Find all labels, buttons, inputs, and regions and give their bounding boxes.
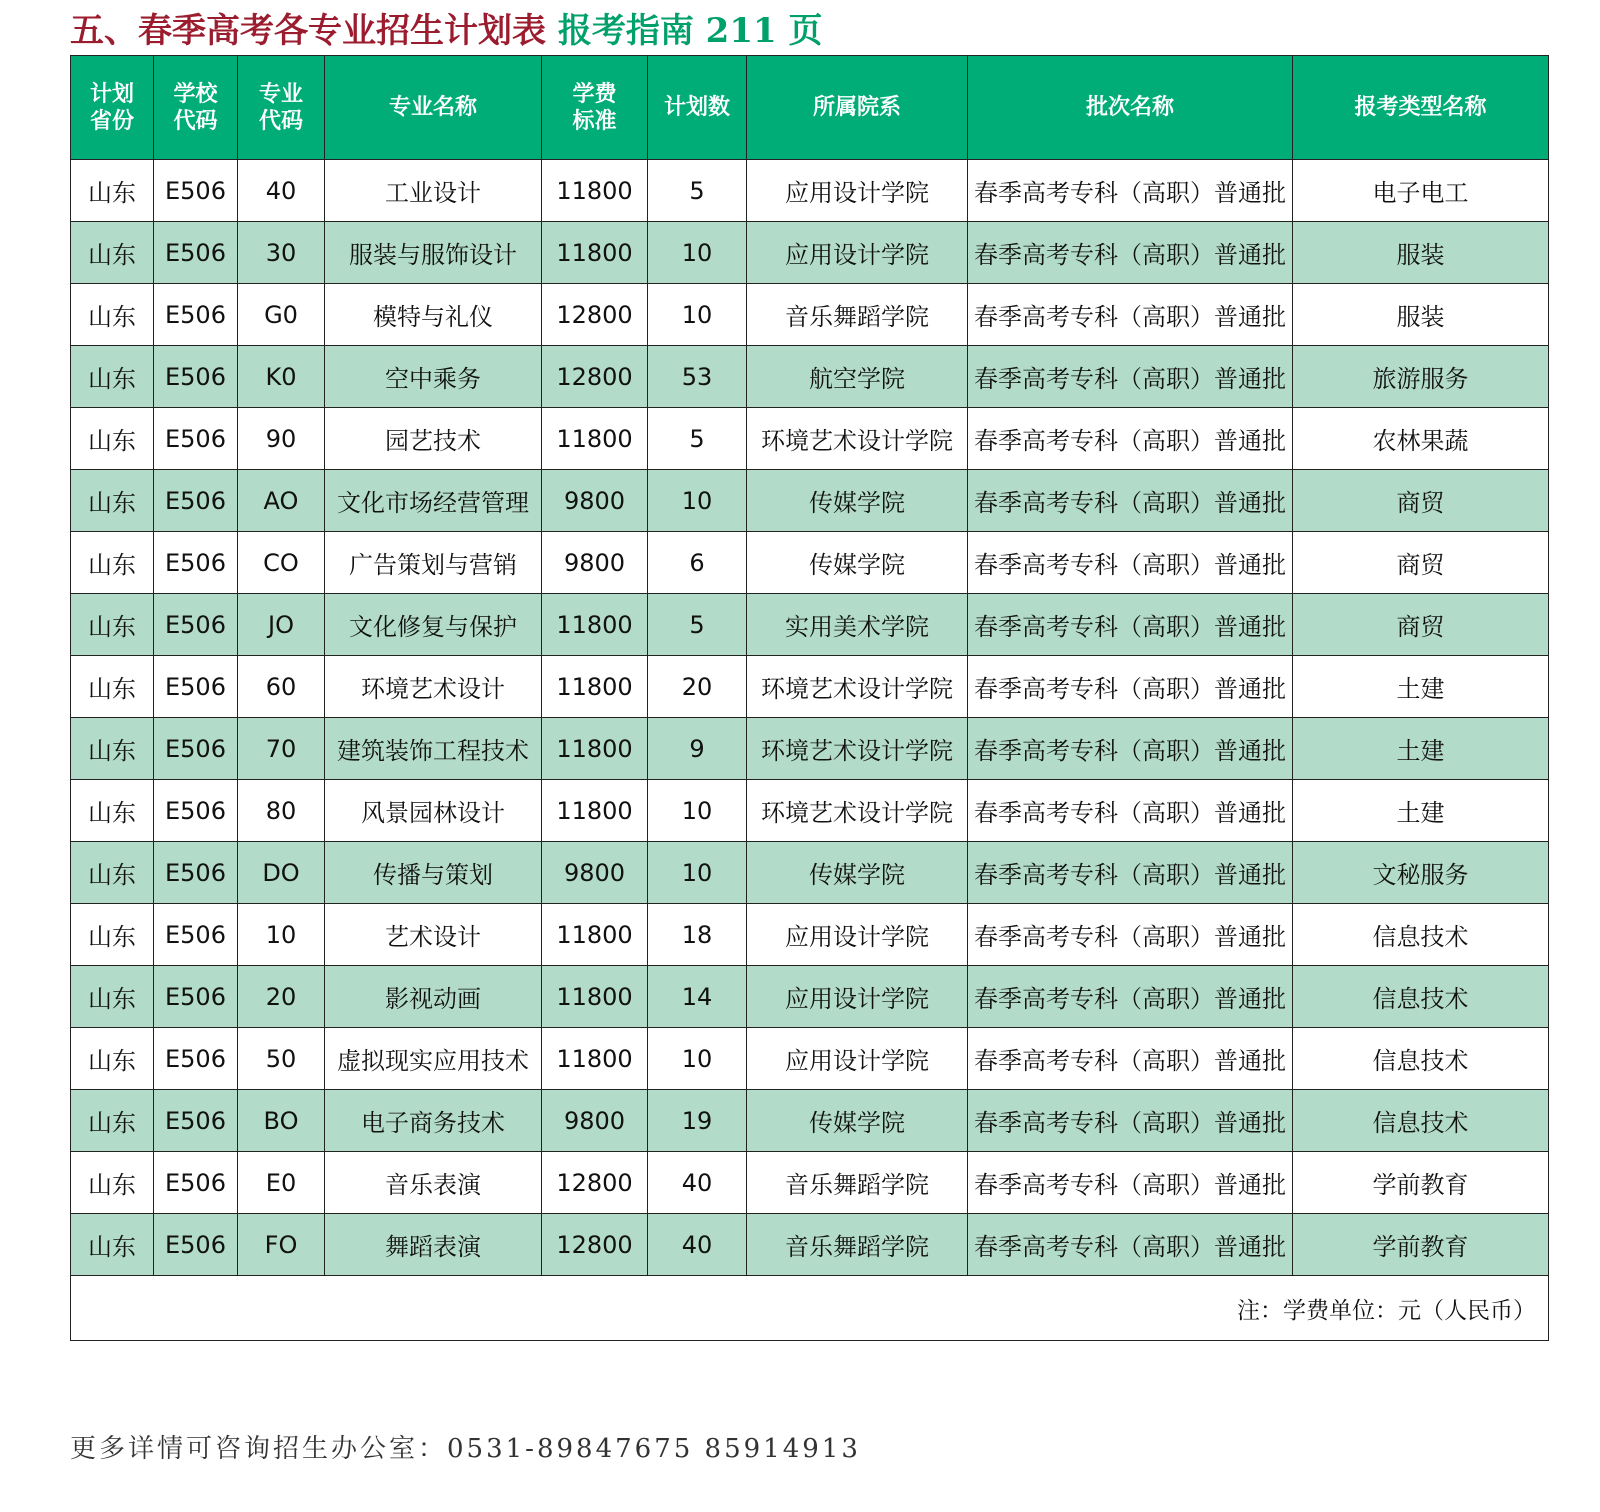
cell-tuition: 11800 — [542, 160, 648, 222]
cell-plan-count: 10 — [648, 470, 747, 532]
cell-major-name: 虚拟现实应用技术 — [325, 1028, 542, 1090]
cell-major-name: 空中乘务 — [325, 346, 542, 408]
cell-province: 山东 — [71, 346, 154, 408]
cell-batch-name: 春季高考专科（高职）普通批 — [968, 966, 1293, 1028]
cell-department: 音乐舞蹈学院 — [747, 1152, 968, 1214]
cell-province: 山东 — [71, 408, 154, 470]
cell-province: 山东 — [71, 222, 154, 284]
cell-school-code: E506 — [154, 842, 238, 904]
cell-batch-name: 春季高考专科（高职）普通批 — [968, 1090, 1293, 1152]
table-row — [71, 780, 1549, 842]
table-row — [71, 284, 1549, 346]
cell-major-code: CO — [238, 532, 325, 594]
header-school-code: 学校 代码 — [154, 56, 238, 160]
cell-exam-type: 服装 — [1293, 284, 1549, 346]
cell-department: 实用美术学院 — [747, 594, 968, 656]
cell-batch-name: 春季高考专科（高职）普通批 — [968, 408, 1293, 470]
cell-school-code: E506 — [154, 470, 238, 532]
cell-exam-type: 商贸 — [1293, 532, 1549, 594]
cell-province: 山东 — [71, 1152, 154, 1214]
cell-major-code: 80 — [238, 780, 325, 842]
enrollment-plan-table — [70, 55, 1549, 1341]
cell-province: 山东 — [71, 284, 154, 346]
cell-tuition: 9800 — [542, 532, 648, 594]
table-header-row — [71, 56, 1549, 160]
cell-department: 应用设计学院 — [747, 966, 968, 1028]
cell-province: 山东 — [71, 470, 154, 532]
cell-exam-type: 信息技术 — [1293, 966, 1549, 1028]
cell-major-name: 园艺技术 — [325, 408, 542, 470]
cell-school-code: E506 — [154, 1214, 238, 1276]
cell-school-code: E506 — [154, 966, 238, 1028]
cell-major-code: 90 — [238, 408, 325, 470]
cell-major-code: FO — [238, 1214, 325, 1276]
cell-department: 传媒学院 — [747, 532, 968, 594]
cell-tuition: 12800 — [542, 1152, 648, 1214]
cell-province: 山东 — [71, 1090, 154, 1152]
cell-school-code: E506 — [154, 408, 238, 470]
cell-batch-name: 春季高考专科（高职）普通批 — [968, 470, 1293, 532]
cell-department: 应用设计学院 — [747, 222, 968, 284]
cell-plan-count: 10 — [648, 842, 747, 904]
cell-tuition: 12800 — [542, 346, 648, 408]
cell-plan-count: 18 — [648, 904, 747, 966]
cell-school-code: E506 — [154, 904, 238, 966]
cell-tuition: 11800 — [542, 408, 648, 470]
cell-plan-count: 14 — [648, 966, 747, 1028]
cell-plan-count: 10 — [648, 284, 747, 346]
cell-plan-count: 5 — [648, 160, 747, 222]
cell-plan-count: 20 — [648, 656, 747, 718]
table-row — [71, 1152, 1549, 1214]
cell-tuition: 11800 — [542, 656, 648, 718]
cell-major-name: 音乐表演 — [325, 1152, 542, 1214]
cell-major-name: 建筑装饰工程技术 — [325, 718, 542, 780]
cell-major-code: 20 — [238, 966, 325, 1028]
cell-batch-name: 春季高考专科（高职）普通批 — [968, 160, 1293, 222]
cell-major-code: 70 — [238, 718, 325, 780]
cell-school-code: E506 — [154, 656, 238, 718]
cell-department: 环境艺术设计学院 — [747, 656, 968, 718]
cell-major-code: G0 — [238, 284, 325, 346]
cell-plan-count: 10 — [648, 222, 747, 284]
cell-exam-type: 电子电工 — [1293, 160, 1549, 222]
cell-school-code: E506 — [154, 222, 238, 284]
cell-exam-type: 商贸 — [1293, 470, 1549, 532]
header-department: 所属院系 — [747, 56, 968, 160]
cell-major-code: K0 — [238, 346, 325, 408]
cell-tuition: 11800 — [542, 718, 648, 780]
table-row — [71, 346, 1549, 408]
cell-department: 传媒学院 — [747, 470, 968, 532]
cell-plan-count: 5 — [648, 408, 747, 470]
cell-plan-count: 6 — [648, 532, 747, 594]
cell-batch-name: 春季高考专科（高职）普通批 — [968, 656, 1293, 718]
cell-tuition: 11800 — [542, 904, 648, 966]
cell-school-code: E506 — [154, 160, 238, 222]
cell-plan-count: 5 — [648, 594, 747, 656]
cell-province: 山东 — [71, 594, 154, 656]
cell-major-name: 文化市场经营管理 — [325, 470, 542, 532]
cell-school-code: E506 — [154, 780, 238, 842]
table-row — [71, 408, 1549, 470]
cell-plan-count: 40 — [648, 1152, 747, 1214]
header-major-name: 专业名称 — [325, 56, 542, 160]
cell-major-name: 电子商务技术 — [325, 1090, 542, 1152]
cell-batch-name: 春季高考专科（高职）普通批 — [968, 1214, 1293, 1276]
cell-province: 山东 — [71, 656, 154, 718]
cell-major-code: 10 — [238, 904, 325, 966]
cell-major-code: BO — [238, 1090, 325, 1152]
tuition-unit-note: 注：学费单位：元（人民币） — [71, 1276, 1549, 1341]
cell-major-code: 40 — [238, 160, 325, 222]
cell-school-code: E506 — [154, 532, 238, 594]
cell-major-code: 30 — [238, 222, 325, 284]
cell-department: 应用设计学院 — [747, 1028, 968, 1090]
cell-major-name: 舞蹈表演 — [325, 1214, 542, 1276]
cell-department: 传媒学院 — [747, 842, 968, 904]
cell-tuition: 12800 — [542, 284, 648, 346]
cell-tuition: 9800 — [542, 470, 648, 532]
cell-department: 应用设计学院 — [747, 160, 968, 222]
page-title — [70, 8, 823, 54]
cell-exam-type: 信息技术 — [1293, 1090, 1549, 1152]
cell-province: 山东 — [71, 966, 154, 1028]
cell-plan-count: 10 — [648, 1028, 747, 1090]
cell-major-name: 风景园林设计 — [325, 780, 542, 842]
cell-tuition: 9800 — [542, 1090, 648, 1152]
table-row — [71, 718, 1549, 780]
cell-batch-name: 春季高考专科（高职）普通批 — [968, 346, 1293, 408]
table-row — [71, 222, 1549, 284]
table-body — [71, 160, 1549, 1341]
cell-school-code: E506 — [154, 284, 238, 346]
cell-batch-name: 春季高考专科（高职）普通批 — [968, 842, 1293, 904]
page-title-main: 五、春季高考各专业招生计划表 — [70, 11, 546, 51]
cell-department: 航空学院 — [747, 346, 968, 408]
cell-province: 山东 — [71, 1028, 154, 1090]
cell-tuition: 11800 — [542, 780, 648, 842]
cell-major-name: 艺术设计 — [325, 904, 542, 966]
cell-major-code: DO — [238, 842, 325, 904]
table-note-row — [71, 1276, 1549, 1341]
table-row — [71, 532, 1549, 594]
cell-plan-count: 40 — [648, 1214, 747, 1276]
cell-department: 音乐舞蹈学院 — [747, 1214, 968, 1276]
table-row — [71, 594, 1549, 656]
table-row — [71, 1214, 1549, 1276]
cell-department: 应用设计学院 — [747, 904, 968, 966]
cell-exam-type: 商贸 — [1293, 594, 1549, 656]
cell-batch-name: 春季高考专科（高职）普通批 — [968, 284, 1293, 346]
table-row — [71, 1028, 1549, 1090]
cell-major-name: 模特与礼仪 — [325, 284, 542, 346]
cell-department: 环境艺术设计学院 — [747, 718, 968, 780]
cell-school-code: E506 — [154, 1090, 238, 1152]
cell-exam-type: 学前教育 — [1293, 1152, 1549, 1214]
header-tuition: 学费 标准 — [542, 56, 648, 160]
cell-tuition: 11800 — [542, 222, 648, 284]
cell-department: 环境艺术设计学院 — [747, 408, 968, 470]
cell-province: 山东 — [71, 1214, 154, 1276]
cell-batch-name: 春季高考专科（高职）普通批 — [968, 904, 1293, 966]
cell-plan-count: 19 — [648, 1090, 747, 1152]
cell-major-code: 50 — [238, 1028, 325, 1090]
cell-exam-type: 土建 — [1293, 656, 1549, 718]
cell-exam-type: 旅游服务 — [1293, 346, 1549, 408]
cell-exam-type: 信息技术 — [1293, 904, 1549, 966]
cell-exam-type: 文秘服务 — [1293, 842, 1549, 904]
cell-department: 环境艺术设计学院 — [747, 780, 968, 842]
cell-tuition: 9800 — [542, 842, 648, 904]
cell-major-code: AO — [238, 470, 325, 532]
table-row — [71, 656, 1549, 718]
cell-batch-name: 春季高考专科（高职）普通批 — [968, 1152, 1293, 1214]
cell-department: 传媒学院 — [747, 1090, 968, 1152]
header-exam-type: 报考类型名称 — [1293, 56, 1549, 160]
cell-major-code: JO — [238, 594, 325, 656]
cell-major-name: 影视动画 — [325, 966, 542, 1028]
page-title-guide: 报考指南 211 页 — [557, 11, 823, 51]
cell-tuition: 12800 — [542, 1214, 648, 1276]
cell-province: 山东 — [71, 904, 154, 966]
cell-province: 山东 — [71, 160, 154, 222]
header-batch-name: 批次名称 — [968, 56, 1293, 160]
cell-province: 山东 — [71, 842, 154, 904]
cell-exam-type: 服装 — [1293, 222, 1549, 284]
cell-major-code: E0 — [238, 1152, 325, 1214]
cell-exam-type: 土建 — [1293, 718, 1549, 780]
cell-tuition: 11800 — [542, 594, 648, 656]
table-row — [71, 842, 1549, 904]
cell-exam-type: 土建 — [1293, 780, 1549, 842]
cell-school-code: E506 — [154, 718, 238, 780]
cell-major-name: 环境艺术设计 — [325, 656, 542, 718]
table-row — [71, 1090, 1549, 1152]
cell-province: 山东 — [71, 532, 154, 594]
cell-school-code: E506 — [154, 1152, 238, 1214]
table-row — [71, 160, 1549, 222]
cell-department: 音乐舞蹈学院 — [747, 284, 968, 346]
header-major-code: 专业 代码 — [238, 56, 325, 160]
cell-batch-name: 春季高考专科（高职）普通批 — [968, 1028, 1293, 1090]
cell-batch-name: 春季高考专科（高职）普通批 — [968, 222, 1293, 284]
cell-tuition: 11800 — [542, 1028, 648, 1090]
cell-exam-type: 信息技术 — [1293, 1028, 1549, 1090]
cell-school-code: E506 — [154, 594, 238, 656]
cell-exam-type: 农林果蔬 — [1293, 408, 1549, 470]
contact-footer: 更多详情可咨询招生办公室：0531-89847675 85914913 — [70, 1434, 861, 1464]
cell-batch-name: 春季高考专科（高职）普通批 — [968, 780, 1293, 842]
cell-plan-count: 10 — [648, 780, 747, 842]
cell-province: 山东 — [71, 780, 154, 842]
table-row — [71, 904, 1549, 966]
cell-plan-count: 9 — [648, 718, 747, 780]
cell-major-name: 广告策划与营销 — [325, 532, 542, 594]
cell-plan-count: 53 — [648, 346, 747, 408]
header-plan-count: 计划数 — [648, 56, 747, 160]
cell-major-name: 文化修复与保护 — [325, 594, 542, 656]
cell-major-name: 服装与服饰设计 — [325, 222, 542, 284]
cell-school-code: E506 — [154, 1028, 238, 1090]
table-row — [71, 470, 1549, 532]
cell-exam-type: 学前教育 — [1293, 1214, 1549, 1276]
cell-major-name: 传播与策划 — [325, 842, 542, 904]
cell-major-code: 60 — [238, 656, 325, 718]
cell-school-code: E506 — [154, 346, 238, 408]
header-plan-province: 计划 省份 — [71, 56, 154, 160]
cell-tuition: 11800 — [542, 966, 648, 1028]
cell-major-name: 工业设计 — [325, 160, 542, 222]
cell-batch-name: 春季高考专科（高职）普通批 — [968, 532, 1293, 594]
cell-batch-name: 春季高考专科（高职）普通批 — [968, 594, 1293, 656]
cell-province: 山东 — [71, 718, 154, 780]
cell-batch-name: 春季高考专科（高职）普通批 — [968, 718, 1293, 780]
table-row — [71, 966, 1549, 1028]
